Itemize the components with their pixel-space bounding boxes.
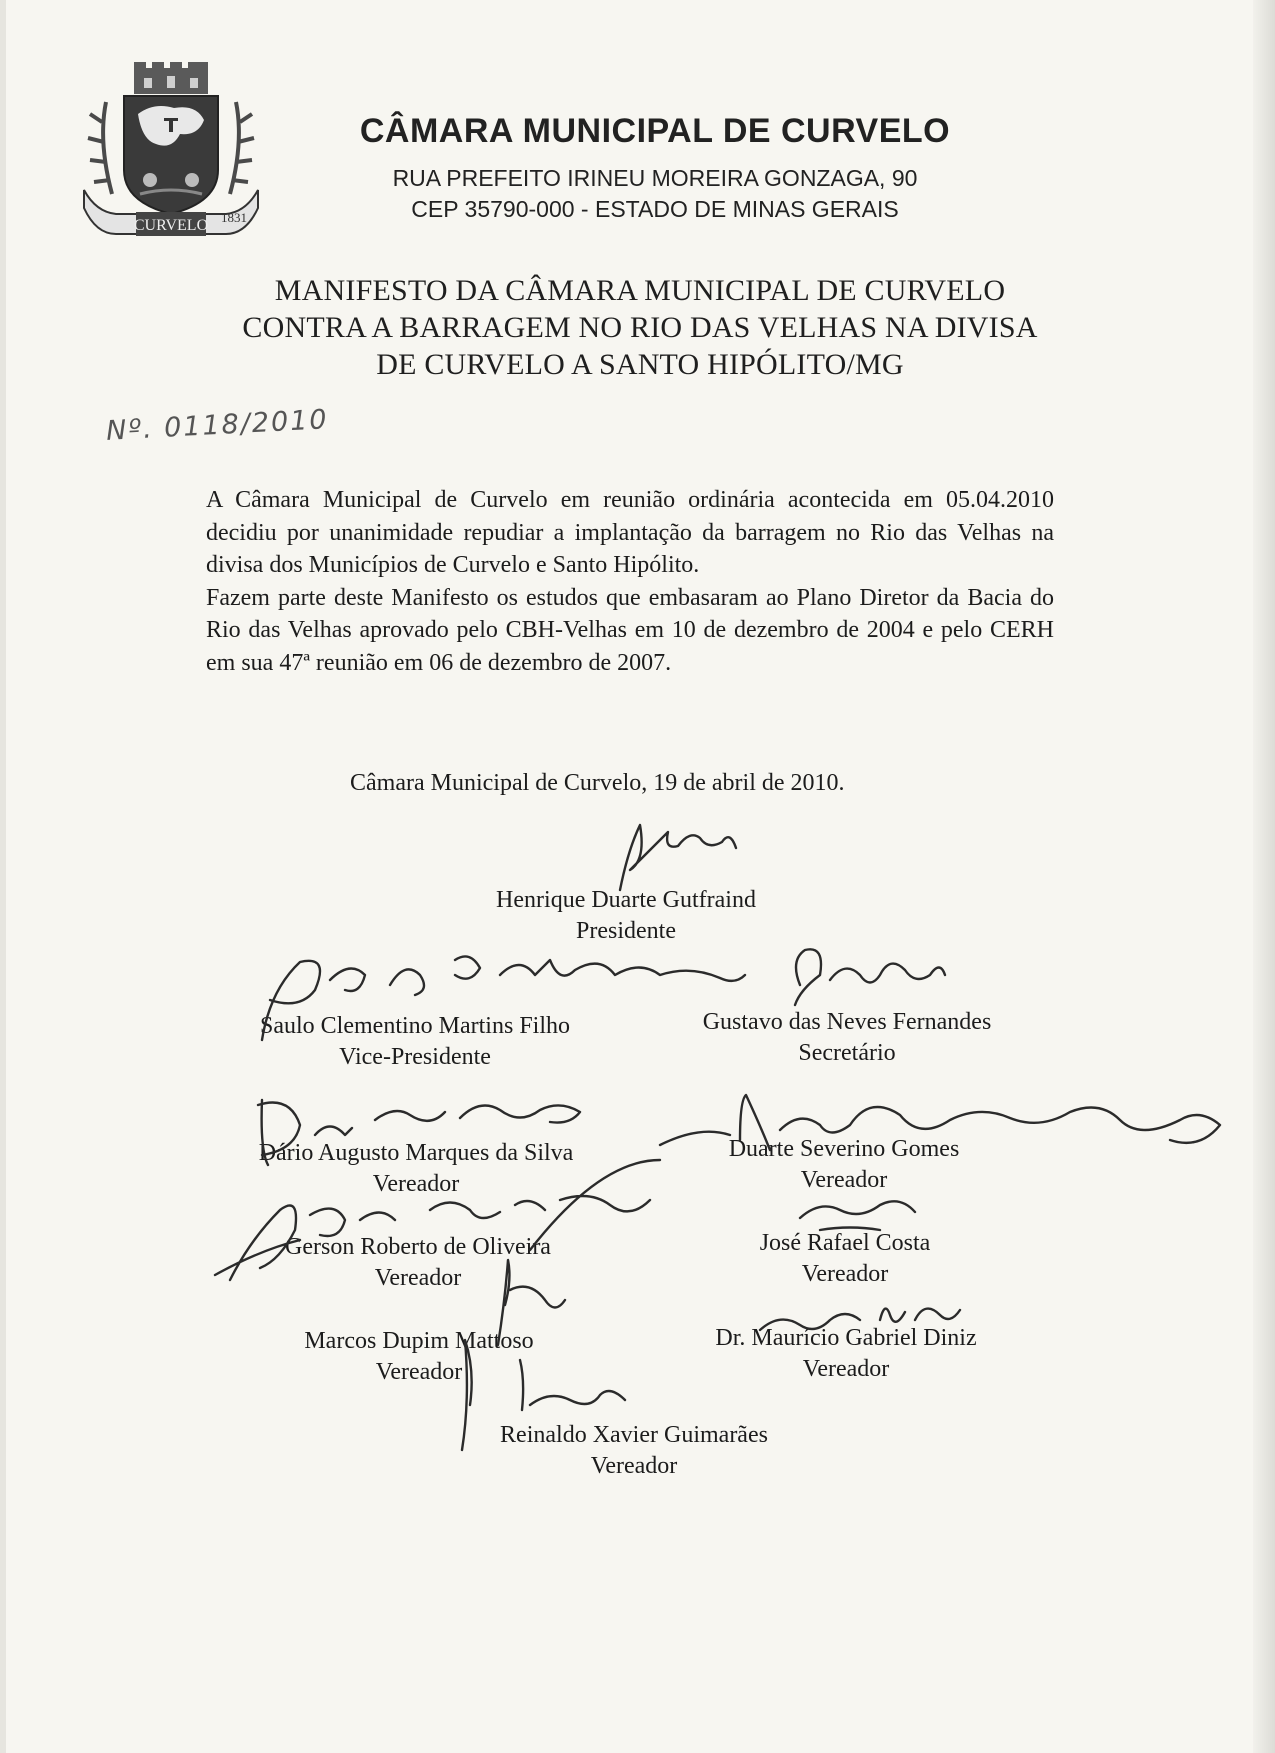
signatory-name: Henrique Duarte Gutfraind xyxy=(496,887,756,913)
manifest-title xyxy=(160,272,1120,383)
date-line: Câmara Municipal de Curvelo, 19 de abril de 2010. xyxy=(350,770,845,796)
signatory-role: Vereador xyxy=(375,1359,463,1385)
institution-title: CÂMARA MUNICIPAL DE CURVELO xyxy=(359,112,951,150)
signature-stroke xyxy=(620,825,736,890)
signatory-role: Presidente xyxy=(576,918,676,944)
signatory-name: Duarte Severino Gomes xyxy=(728,1136,960,1162)
cep-line: CEP 35790-000 - ESTADO DE MINAS GERAIS xyxy=(411,196,899,222)
signatory-role: Vereador xyxy=(800,1167,888,1193)
signatory-name: Gustavo das Neves Fernandes xyxy=(702,1009,992,1035)
body-paragraph: A Câmara Municipal de Curvelo em reunião ordinária acontecida em 05.04.2010 decidiu por unanimidade repudiar a implantação da barragem no Rio das Velhas na divisa dos Municípios de Curvelo e Santo Hipólito. xyxy=(206,487,1054,579)
signatory-name: José Rafael Costa xyxy=(759,1230,931,1256)
signatory-name: Dário Augusto Marques da Silva xyxy=(258,1140,574,1166)
signatory-name: Saulo Clementino Martins Filho xyxy=(260,1013,570,1039)
municipal-crest-logo xyxy=(76,62,266,252)
manifest-title-line: CONTRA A BARRAGEM NO RIO DAS VELHAS NA DIVISA xyxy=(242,311,1038,344)
signatory-name: Gerson Roberto de Oliveira xyxy=(285,1234,551,1260)
signatory-name: Dr. Maurício Gabriel Diniz xyxy=(715,1325,977,1351)
manifest-title-line: DE CURVELO A SANTO HIPÓLITO/MG xyxy=(376,348,904,381)
manifest-body xyxy=(206,484,1054,680)
signatory-role: Secretário xyxy=(798,1040,896,1066)
signatory-role: Vereador xyxy=(801,1261,889,1287)
signatory-role: Vice-Presidente xyxy=(339,1044,491,1070)
handwritten-protocol-number: Nº. 0118/2010 xyxy=(105,404,330,447)
svg-text:CURVELO: CURVELO xyxy=(133,217,209,234)
signatory-role: Vereador xyxy=(802,1356,890,1382)
signatory-role: Vereador xyxy=(590,1453,678,1479)
signatory-role: Vereador xyxy=(374,1265,462,1291)
signatory-name: Marcos Dupim Mattoso xyxy=(304,1328,534,1354)
svg-text:1831: 1831 xyxy=(221,210,247,225)
body-paragraph: Fazem parte deste Manifesto os estudos que embasaram ao Plano Diretor da Bacia do Rio das Velhas aprovado pelo CBH-Velhas em 10 de dezembro de 2004 e pelo CERH em sua 47ª reunião em 06 de dezembro de 2007. xyxy=(206,584,1054,676)
signature-stroke xyxy=(795,949,945,1005)
address-line: RUA PREFEITO IRINEU MOREIRA GONZAGA, 90 xyxy=(392,165,918,191)
scan-edge-left xyxy=(0,0,6,1753)
signature-stroke xyxy=(800,1201,915,1230)
signatory-role: Vereador xyxy=(372,1171,460,1197)
signatory-name: Reinaldo Xavier Guimarães xyxy=(500,1422,768,1448)
manifest-title-line: MANIFESTO DA CÂMARA MUNICIPAL DE CURVELO xyxy=(274,274,1006,307)
scan-edge-right xyxy=(1253,0,1275,1753)
